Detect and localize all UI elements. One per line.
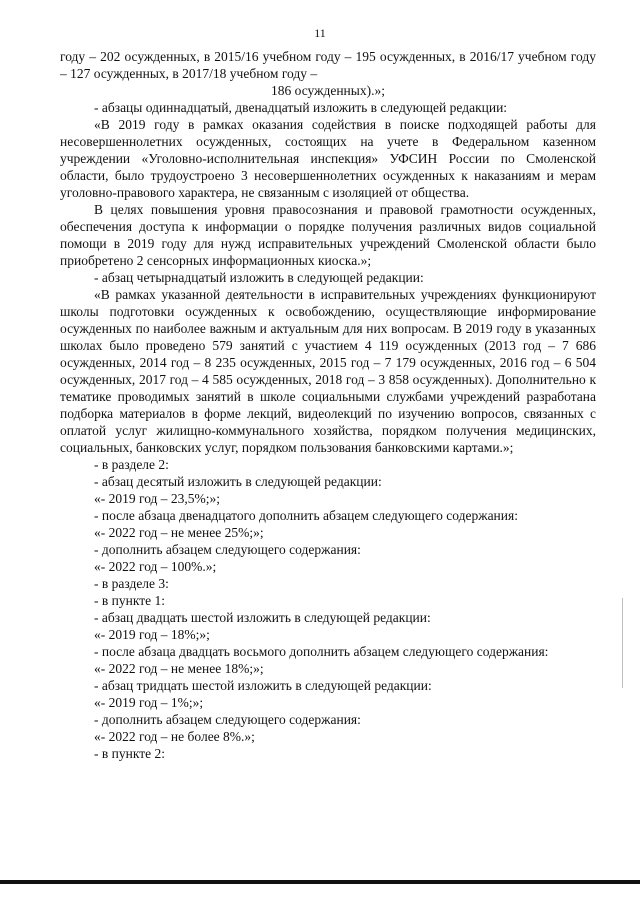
amendment-line: - абзац десятый изложить в следующей редакции: (94, 474, 382, 489)
amendment-line: «- 2019 год – 23,5%;»; (94, 491, 221, 506)
amendment-line: «- 2022 год – не менее 25%;»; (94, 525, 264, 540)
amendment-line: - абзац двадцать шестой изложить в следующей редакции: (94, 610, 431, 625)
amendment-line: «- 2019 год – 18%;»; (94, 627, 210, 642)
amendment-line: «- 2019 год – 1%;»; (94, 695, 204, 710)
quoted-paragraph: В целях повышения уровня правосознания и правовой грамотности осужденных, обеспечения доступа к информации о порядке получения различных видов социальной помощи в 2019 году для нужд исправительных учреждений Смоленской области было приобретено 2 сенсорных информационных киоска.»; (60, 202, 596, 268)
amendment-line: - в разделе 2: (94, 457, 169, 472)
paragraph-continuation-end: 186 осужденных).»; (271, 83, 385, 98)
amendment-line: - дополнить абзацем следующего содержания: (94, 542, 361, 557)
amendment-line: - в разделе 3: (94, 576, 169, 591)
amendment-line: - в пункте 1: (94, 593, 165, 608)
page-number: 11 (314, 26, 326, 40)
amendment-line: - после абзаца двадцать восьмого дополнить абзацем следующего содержания: (94, 644, 549, 659)
instruction-line: - абзацы одиннадцатый, двенадцатый изложить в следующей редакции: (94, 100, 508, 115)
quoted-paragraph: «В 2019 году в рамках оказания содействия в поиске подходящей работы для несовершеннолетних осужденных, состоящих на учете в Федеральном казенном учреждении «Уголовно-исполнительная инспекция» УФСИН России по Смоленской области, было трудоустроено 3 несовершеннолетних осужденных к наказаниям и мерам уголовно-правового характера, не связанным с изоляцией от общества. (60, 117, 596, 200)
paragraph-continuation: году – 202 осужденных, в 2015/16 учебном году – 195 осужденных, в 2016/17 учебном году – 127 осужденных, в 2017/18 учебном году – (60, 49, 596, 81)
amendment-line: - абзац тридцать шестой изложить в следующей редакции: (94, 678, 432, 693)
amendment-line: «- 2022 год – 100%.»; (94, 559, 217, 574)
amendment-line: - после абзаца двенадцатого дополнить абзацем следующего содержания: (94, 508, 518, 523)
document-body (60, 48, 596, 762)
scan-margin-mark (622, 598, 623, 688)
amendment-line: - дополнить абзацем следующего содержания: (94, 712, 361, 727)
amendment-line: «- 2022 год – не более 8%.»; (94, 729, 255, 744)
instruction-line: - абзац четырнадцатый изложить в следующей редакции: (94, 270, 424, 285)
amendment-line: «- 2022 год – не менее 18%;»; (94, 661, 264, 676)
page-bottom-rule (0, 880, 640, 884)
amendment-line: - в пункте 2: (94, 746, 165, 761)
quoted-paragraph: «В рамках указанной деятельности в исправительных учреждениях функционируют школы подготовки осужденных к освобождению, осуществляющие информирование осужденных по наиболее важным и актуальным для них вопросам. В 2019 году в указанных школах было проведено 579 занятий с участием 4 119 осужденных (2013 год – 7 686 осужденных, 2014 год – 8 235 осужденных, 2015 год – 7 179 осужденных, 2016 год – 6 504 осужденных, 2017 год – 4 585 осужденных, 2018 год – 3 858 осужденных). Дополнительно к тематике проводимых занятий в школе социальными службами учреждений разработана подборка материалов в форме лекций, видеолекций по изучению вопросов, связанных с оплатой услуг жилищно-коммунального хозяйства, порядком получения медицинских, социальных, банковских услуг, порядком пользования банковскими картами.»; (60, 287, 596, 455)
